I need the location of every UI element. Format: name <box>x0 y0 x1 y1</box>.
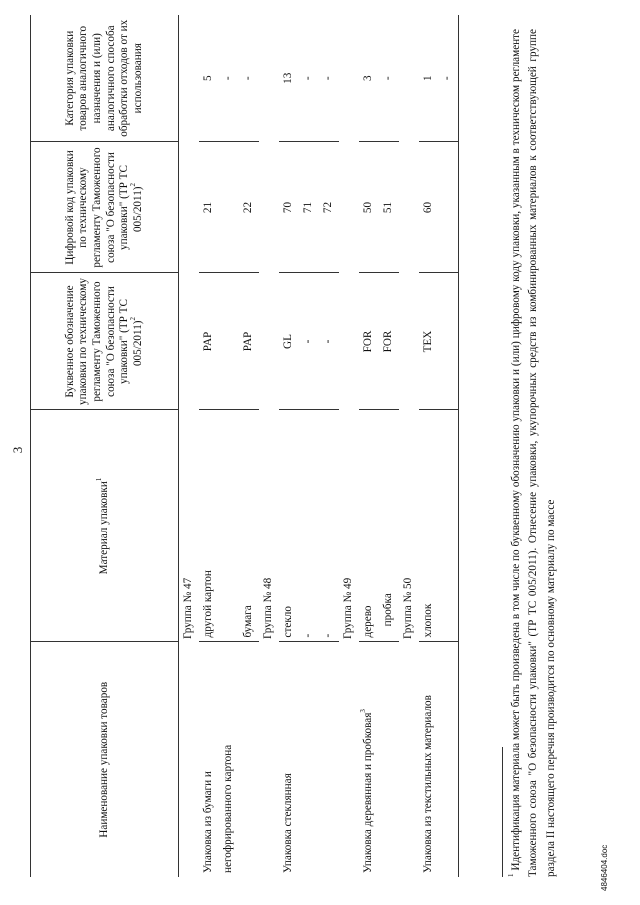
footnote <box>508 29 560 877</box>
row-digit-code: 50 <box>359 142 379 273</box>
header-letter-code: Буквенное обозначение упаковки по техническому регламенту Таможенного союза "О безопасности упаковки" (ТР ТС 005/2011)$^2$ <box>31 273 179 410</box>
footnote-marker: 1 <box>506 873 515 877</box>
group-label: Группа № 50 <box>401 577 414 639</box>
group-row <box>259 15 279 877</box>
row-category: - <box>439 15 459 142</box>
row-letter-code: FOR <box>379 273 399 410</box>
row-digit-code: 21 <box>199 142 219 273</box>
row-material: - <box>299 410 319 642</box>
row-category: - <box>239 15 259 142</box>
header-digit-code: Цифровой код упаковки по техническому регламенту Таможенного союза "О безопасности упаковки" (ТР ТС 005/2011)$^2$ <box>31 142 179 273</box>
row-category: 13 <box>279 15 299 142</box>
row-category: - <box>379 15 399 142</box>
table-row <box>439 15 459 877</box>
row-letter-code: FOR <box>359 273 379 410</box>
group-label: Группа № 48 <box>261 577 274 639</box>
row-category: 5 <box>199 15 219 142</box>
table-row <box>199 15 219 877</box>
row-material: - <box>319 410 339 642</box>
table-row <box>279 15 299 877</box>
row-letter-code: GL <box>279 273 299 410</box>
row-digit-code: 70 <box>279 142 299 273</box>
table-row <box>219 15 239 877</box>
packaging-table <box>30 15 459 877</box>
row-material: дерево <box>359 410 379 642</box>
row-material: стекло <box>279 410 299 642</box>
row-digit-code: 60 <box>419 142 439 273</box>
row-category: - <box>219 15 239 142</box>
footnote-divider <box>502 747 503 877</box>
row-letter-code: PAP <box>239 273 259 410</box>
table-row <box>299 15 319 877</box>
row-material: бумага <box>239 410 259 642</box>
row-name: Упаковка деревянная и пробковая$^3$ <box>358 709 374 873</box>
row-material: другой картон <box>199 410 219 642</box>
group-label: Группа № 49 <box>341 577 354 639</box>
row-digit-code: 22 <box>239 142 259 273</box>
table-row <box>419 15 439 877</box>
row-category: 1 <box>419 15 439 142</box>
footnote-text: Идентификация материала может быть произведена в том числе по буквенному обозначению упаковки и (или) цифровому коду упаковки, указанным в техническом регламенте Таможенного союза "О безопасности упаковки" (ТР ТС 005/2011). Отнесение упаковки, укупорочных средств из комбинированных материалов к соответствующей группе раздела II настоящего перечня производится по основному материалу по массе <box>510 28 557 877</box>
group-row <box>399 15 419 877</box>
header-category: Категория упаковки товаров аналогичного назначения и (или) аналогичного способа обработки отходов от их использования <box>31 15 179 142</box>
row-category: - <box>299 15 319 142</box>
row-letter-code: - <box>299 273 319 410</box>
row-material: хлопок <box>419 410 439 642</box>
row-name: Упаковка из бумаги и <box>201 771 214 873</box>
table-row <box>319 15 339 877</box>
row-digit-code: 51 <box>379 142 399 273</box>
row-digit-code: 71 <box>299 142 319 273</box>
table-row <box>359 15 379 877</box>
group-row <box>339 15 359 877</box>
row-name: Упаковка стеклянная <box>281 773 294 873</box>
row-letter-code: - <box>319 273 339 410</box>
page-number: 3 <box>10 446 25 454</box>
row-category: 3 <box>359 15 379 142</box>
row-name: Упаковка из текстильных материалов <box>421 695 434 873</box>
table-row <box>239 15 259 877</box>
table-row <box>379 15 399 877</box>
group-row <box>179 15 199 877</box>
group-label: Группа № 47 <box>181 577 194 639</box>
row-name: негофрированного картона <box>221 744 234 873</box>
row-letter-code: PAP <box>199 273 219 410</box>
row-digit-code: 72 <box>319 142 339 273</box>
table-header <box>31 15 179 877</box>
header-material: Материал упаковки$^1$ <box>31 410 179 642</box>
row-material: пробка <box>379 410 399 642</box>
row-category: - <box>319 15 339 142</box>
header-name: Наименование упаковки товаров <box>31 642 179 877</box>
row-letter-code: TEX <box>419 273 439 410</box>
document-code: 4846404.doc <box>600 844 609 891</box>
